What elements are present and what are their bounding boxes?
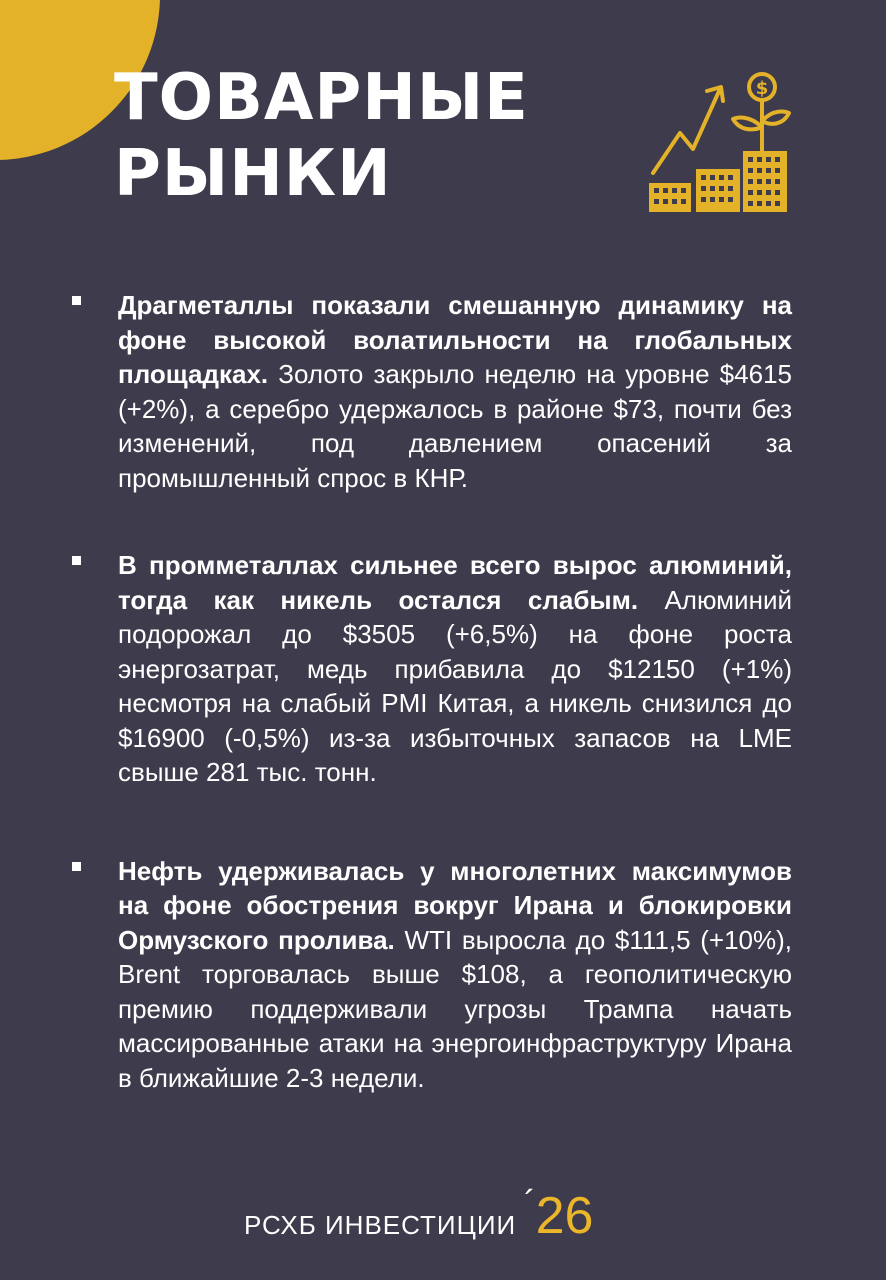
list-item-text	[118, 854, 792, 1096]
list-item-headline: В промметаллах сильнее всего вырос алюминий, тогда как никель остался слабым.	[118, 550, 792, 615]
list-item-body: Золото закрыло неделю на уровне $4615 (+2%), а серебро удержалось в районе $73, почти без изменений, под давлением опасений за промышленный спрос в КНР.	[118, 359, 792, 493]
list-item-headline: Драгметаллы показали смешанную динамику на фоне высокой волатильности на глобальных площадках.	[118, 290, 792, 389]
svg-text:$: $	[755, 78, 769, 99]
page-title	[114, 60, 529, 212]
list-item-industrial-metals	[72, 548, 792, 790]
list-item-headline: Нефть удерживалась у многолетних максимумов на фоне обострения вокруг Ирана и блокировки Ормузского пролива.	[118, 855, 792, 955]
list-item-body: Алюминий подорожал до $3505 (+6,5%) на фоне роста энергозатрат, медь прибавила до $12150 (+1%) несмотря на слабый PMI Китая, а никель снизился до $16900 (-0,5%) из-за избыточных запасов на LME свыше 281 тыс. тонн.	[118, 584, 792, 787]
list-item-text	[118, 288, 792, 495]
footer-brand	[244, 1184, 594, 1245]
bullet-icon	[72, 862, 81, 871]
brand-year: 26	[535, 1187, 594, 1245]
page-title-line-2: РЫНКИ	[114, 137, 392, 211]
brand-name: РСХБ ИНВЕСТИЦИИ	[244, 1210, 517, 1240]
list-item-text	[118, 548, 792, 790]
list-item-oil	[72, 854, 792, 1096]
list-item-body: WTI выросла до $111,5 (+10%), Brent торговалась выше $108, а геополитическую премию поддерживали угрозы Трампа начать массированные атаки на энергоинфраструктуру Ирана в ближайшие 2-3 недели.	[118, 924, 793, 1093]
news-list	[72, 288, 792, 1148]
bullet-icon	[72, 296, 81, 305]
bullet-icon	[72, 556, 81, 565]
list-item-precious-metals	[72, 288, 792, 495]
market-growth-icon	[645, 65, 795, 215]
page-title-line-1: ТОВАРНЫЕ	[114, 61, 529, 135]
year-apostrophe: ´	[524, 1184, 536, 1222]
